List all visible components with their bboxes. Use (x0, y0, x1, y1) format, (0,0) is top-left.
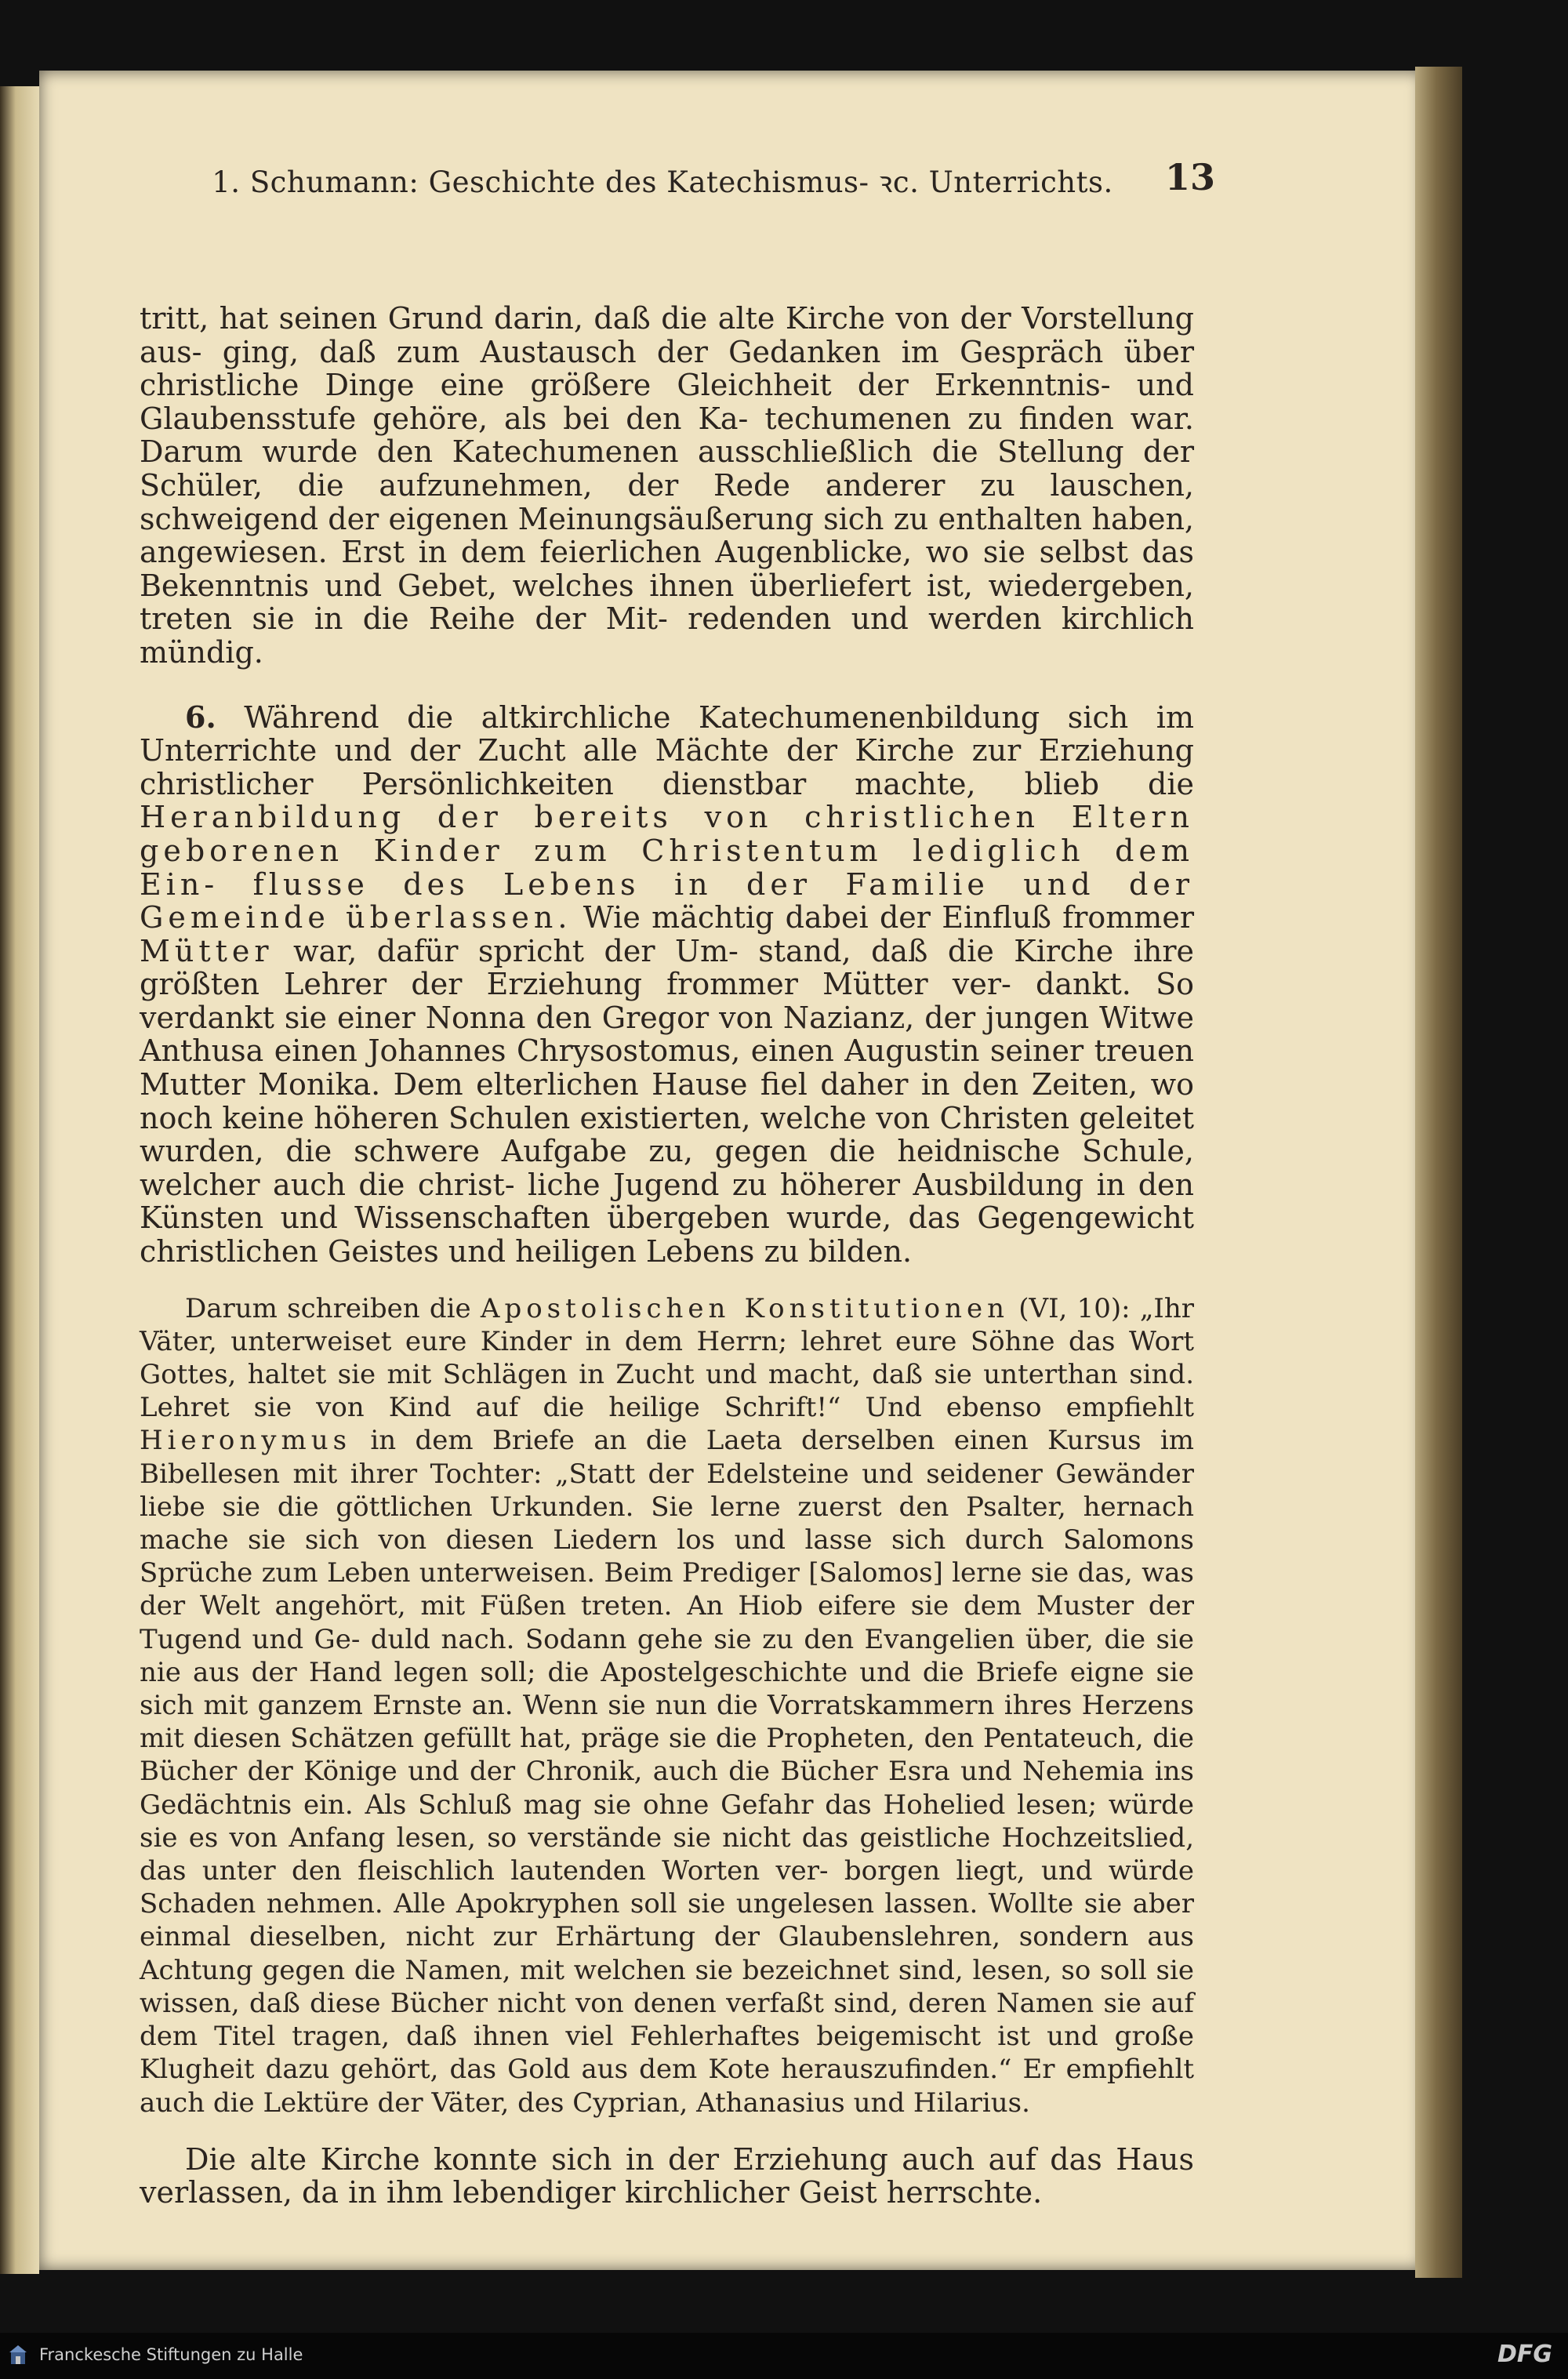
quote-emphasis-hieronymus: Hieronymus (140, 1425, 352, 1457)
quote-text-1: Darum schreiben die (185, 1292, 471, 1324)
dfg-logo: DFG (1497, 2341, 1552, 2368)
section-6-spaced-text: Heranbildung der bereits von christlichen Eltern geborenen Kinder zum Christentum lediglich dem Ein- flusse des Lebens in der Familie und der Gemeinde überlassen. (140, 800, 1194, 935)
section-6-emphasis-muetter: Mütter (140, 933, 274, 968)
paragraph-continuation: tritt, hat seinen Grund darin, daß die alte Kirche von der Vorstellung aus- ging, daß zum Austausch der Gedanken im Gespräch über christliche Dinge eine größere Gleichheit der Erkenntnis- und Glaubensstufe gehöre, als bei den Ka- techumenen zu finden war. Darum wurde den Katechumenen ausschließlich die Stellung der Schüler, die aufzunehmen, der Rede anderer zu lauschen, schweigend der eigenen Meinungsäußerung sich zu enthalten haben, angewiesen. Erst in dem feierlichen Augenblicke, wo sie selbst das Bekenntnis und Gebet, welches ihnen überliefert ist, wiedergeben, treten sie in die Reihe der Mit- redenden und werden kirchlich mündig. (140, 301, 1194, 670)
section-6-paragraph (140, 701, 1194, 1269)
quote-emphasis-konstitutionen: Apostolischen Konstitutionen (480, 1292, 1009, 1324)
section-6-text-2: Wie mächtig dabei der Einfluß frommer (583, 900, 1194, 935)
section-6-text-1: Während die altkirchliche Katechumenenbildung sich im Unterrichte und der Zucht alle Mächte der Kirche zur Erziehung christlicher Persönlichkeiten dienstbar machte, blieb die (140, 699, 1194, 801)
library-emblem-icon (8, 2344, 28, 2367)
quote-paragraph (140, 1292, 1194, 2119)
running-head (137, 156, 1215, 201)
closing-paragraph: Die alte Kirche konnte sich in der Erziehung auch auf das Haus verlassen, da in ihm lebendiger kirchlicher Geist herrschte. (140, 2141, 1194, 2210)
library-name: Franckesche Stiftungen zu Halle (39, 2345, 303, 2364)
quote-text-2: (VI, 10): „Ihr Väter, unterweiset eure Kinder in dem Herrn; lehret eure Söhne das Wort Gottes, haltet sie mit Schlägen in Zucht und macht, daß sie unterthan sind. Lehret sie von Kind auf die heilige Schrift!“ Und ebenso empfiehlt (140, 1292, 1195, 1424)
page-number: 13 (1164, 156, 1215, 198)
footer-bar (0, 2333, 1568, 2379)
book-fore-edge (1415, 67, 1462, 2278)
quote-text-3: in dem Briefe an die Laeta derselben einen Kursus im Bibellesen mit ihrer Tochter: „Statt der Edelsteine und seidener Gewänder liebe sie die göttlichen Urkunden. Sie lerne zuerst den Psalter, hernach mache sie sich von diesen Liedern los und lasse sich durch Salomons Sprüche zum Leben unterweisen. Beim Prediger [Salomos] lerne sie das, was der Welt angehört, mit Füßen treten. An Hiob eifere sie dem Muster der Tugend und Ge- duld nach. Sodann gehe sie zu den Evangelien über, die sie nie aus der Hand legen soll; die Apostelgeschichte und die Briefe eigne sie sich mit ganzem Ernste an. Wenn sie nun die Vorratskammern ihres Herzens mit diesen Schätzen gefüllt hat, präge sie die Propheten, den Pentateuch, die Bücher der Könige und der Chronik, auch die Bücher Esra und Nehemia ins Gedächtnis ein. Als Schluß mag sie ohne Gefahr das Hohelied lesen; würde sie es von Anfang lesen, so verstände sie nicht das geistliche Hochzeitslied, das unter den fleischlich lautenden Worten ver- borgen liegt, und würde Schaden nehmen. Alle Apokryphen soll sie ungelesen lassen. Wollte sie aber einmal dieselben, nicht zur Erhärtung der Glaubenslehren, sondern aus Achtung gegen die Namen, mit welchen sie bezeichnet sind, lesen, so soll sie wissen, daß diese Bücher nicht von denen verfaßt sind, deren Namen sie auf dem Titel tragen, daß ihnen viel Fehlerhaftes beigemischt ist und große Klugheit dazu gehört, das Gold aus dem Kote herauszufinden.“ Er empfiehlt auch die Lektüre der Väter, des Cyprian, Athanasius und Hilarius. (140, 1425, 1194, 2119)
section-number: 6. (185, 699, 216, 735)
section-6-text-3: war, dafür spricht der Um- stand, daß die Kirche ihre größten Lehrer der Erziehung frommer Mütter ver- dankt. So verdankt sie einer Nonna den Gregor von Nazianz, der jungen Witwe Anthusa einen Johannes Chrysostomus, einen Augustin seiner treuen Mutter Monika. Dem elterlichen Hause fiel daher in den Zeiten, wo noch keine höheren Schulen existierten, welche von Christen geleitet wurden, die schwere Aufgabe zu, gegen die heidnische Schule, welcher auch die christ- liche Jugend zu höherer Ausbildung in den Künsten und Wissenschaften übergeben wurde, das Gegengewicht christlichen Geistes und heiligen Lebens zu bilden. (140, 933, 1194, 1269)
page-body (140, 302, 1194, 2210)
adjacent-page-edge (0, 86, 39, 2274)
running-title: 1. Schumann: Geschichte des Katechismus- ꝛc. Unterrichts. (212, 165, 1113, 199)
